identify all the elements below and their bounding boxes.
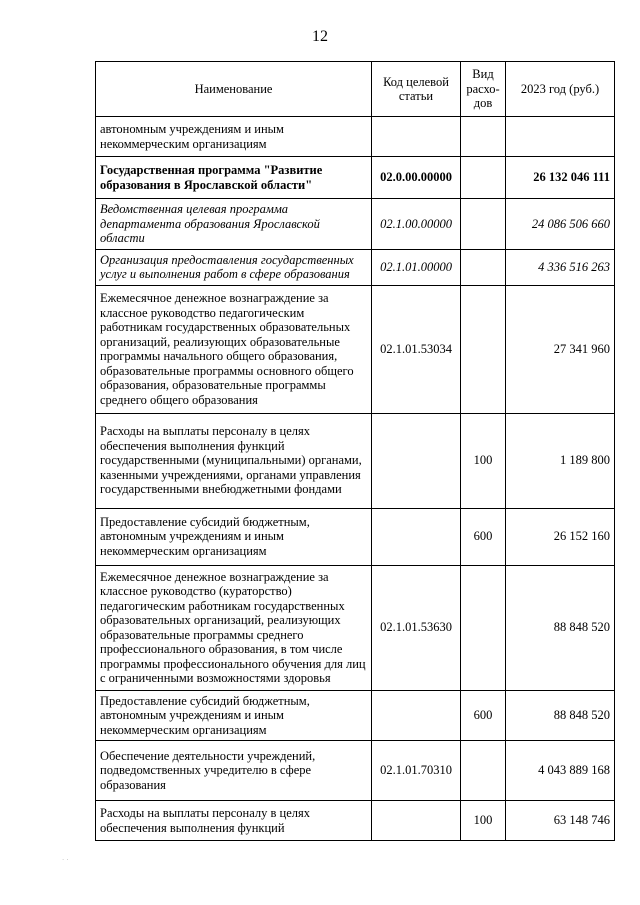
cell-name: Расходы на выплаты персоналу в целях обеспечения выполнения функций: [96, 801, 372, 841]
cell-code: 02.1.01.70310: [372, 741, 461, 801]
cell-code: 02.1.00.00000: [372, 199, 461, 250]
cell-amount: 4 043 889 168: [506, 741, 615, 801]
cell-name: Государственная программа "Развитие образования в Ярославской области": [96, 157, 372, 199]
cell-code: 02.0.00.00000: [372, 157, 461, 199]
cell-amount: 26 152 160: [506, 508, 615, 565]
cell-name: Ведомственная целевая программа департамента образования Ярославской области: [96, 199, 372, 250]
table-row: [96, 413, 615, 508]
table-row: [96, 157, 615, 199]
cell-type: 100: [461, 413, 506, 508]
cell-amount: [506, 117, 615, 157]
cell-amount: 26 132 046 111: [506, 157, 615, 199]
cell-code: 02.1.01.53630: [372, 565, 461, 690]
cell-amount: 4 336 516 263: [506, 249, 615, 285]
cell-code: [372, 117, 461, 157]
cell-amount: 24 086 506 660: [506, 199, 615, 250]
budget-table: [95, 61, 615, 841]
cell-name: Организация предоставления государственных услуг и выполнения работ в сфере образования: [96, 249, 372, 285]
cell-type: [461, 249, 506, 285]
cell-name: Ежемесячное денежное вознаграждение за классное руководство педагогическим работникам государственных образовательных организаций, реализующих образовательные программы начального общего образования, образовательные программы основного общего образования, образовательные программы среднего общего образования: [96, 285, 372, 413]
header-amount: 2023 год (руб.): [506, 62, 615, 117]
cell-type: 600: [461, 508, 506, 565]
table-row: [96, 249, 615, 285]
table-row: [96, 199, 615, 250]
cell-amount: 27 341 960: [506, 285, 615, 413]
cell-code: [372, 690, 461, 741]
cell-amount: 88 848 520: [506, 690, 615, 741]
table-row: [96, 285, 615, 413]
cell-type: [461, 741, 506, 801]
table-row: [96, 741, 615, 801]
cell-type: [461, 117, 506, 157]
table-row: [96, 117, 615, 157]
cell-code: 02.1.01.53034: [372, 285, 461, 413]
cell-type: [461, 157, 506, 199]
header-name: Наименование: [96, 62, 372, 117]
cell-code: 02.1.01.00000: [372, 249, 461, 285]
cell-name: Предоставление субсидий бюджетным, автономным учреждениям и иным некоммерческим организациям: [96, 690, 372, 741]
scan-mark: · ·: [62, 856, 69, 864]
cell-amount: 88 848 520: [506, 565, 615, 690]
cell-code: [372, 801, 461, 841]
cell-type: 100: [461, 801, 506, 841]
table-row: [96, 508, 615, 565]
table-row: [96, 690, 615, 741]
cell-amount: 1 189 800: [506, 413, 615, 508]
header-code: Код целевой статьи: [372, 62, 461, 117]
table-row: [96, 801, 615, 841]
table-body: [96, 117, 615, 841]
header-type: Вид расхо- дов: [461, 62, 506, 117]
cell-type: [461, 199, 506, 250]
cell-type: 600: [461, 690, 506, 741]
cell-amount: 63 148 746: [506, 801, 615, 841]
cell-name: Обеспечение деятельности учреждений, подведомственных учредителю в сфере образования: [96, 741, 372, 801]
cell-name: автономным учреждениям и иным некоммерческим организациям: [96, 117, 372, 157]
cell-type: [461, 565, 506, 690]
cell-type: [461, 285, 506, 413]
cell-code: [372, 508, 461, 565]
cell-name: Ежемесячное денежное вознаграждение за классное руководство (кураторство) педагогическим работникам государственных образовательных организаций, реализующих образовательные программы среднего профессионального образования, в том числе программы профессионального обучения для лиц с ограниченными возможностями здоровья: [96, 565, 372, 690]
table-row: [96, 565, 615, 690]
cell-code: [372, 413, 461, 508]
page-number: 12: [312, 28, 328, 45]
cell-name: Предоставление субсидий бюджетным, автономным учреждениям и иным некоммерческим организациям: [96, 508, 372, 565]
cell-name: Расходы на выплаты персоналу в целях обеспечения выполнения функций государственными (муниципальными) органами, казенными учреждениями, органами управления государственными внебюджетными фондами: [96, 413, 372, 508]
table-header: [96, 62, 615, 117]
